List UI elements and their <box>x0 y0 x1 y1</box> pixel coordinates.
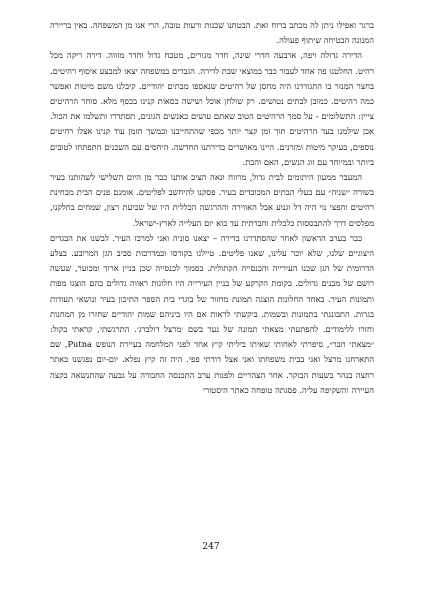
paragraph: הדירה גדולה ויפה, ארבעה חדרי שינה, חדר מגורים, מטבח גדול וחדר מזווה. דירה ריקה מכל רהיט. החלטנו פה אחד לעבור כבר במוצאי שבת לדירה. הגברים במשפחה יצאו למבצע איסוף רהיטים. בחצר המנזר בו התגוררנו היה מחסן של רהיטים שנאספו מבתים יהודיים. קיבלנו משם מיטות ואפשר כמה רהיטים. כמובן לבתים נטושים. רק שולחן אוכל ושישה כסאות קנינו בכסף מלא. סוחר הרהיטים צייין: התשלומים - על סמך הרהיטים הטוב שאתם עושים כאנשים הגונים, תסתדרו ותשלמו את הכול. אכן שילמנו בעד הרהיטים תוך זמן קצר יותר מכפי שהתחייבנו ובמשך הזמן עוד קנינו אצלו רהיטים נוספים, בעיקר מיטות ומזרנים. היינו מאושרים בדירתנו החדשה. היחסים עם השכנים התפתחו לטובים ביותר ובמיוחד עם זוג הנשים, האם והבת. <box>50 50 374 167</box>
page-number: 247 <box>202 542 220 552</box>
paragraph: ברגר ואפילו ניתן לה מכתב ברוח זאת. הבטחנו שכנות ורעות טובה, הרי אנו מן המשפחה. באין בריירה המנונה הבטיחה שיתוף פעולה. <box>50 20 374 46</box>
paragraph: כבר בערב הראשון לאחר שהסתדרנו בדירה – יצאנו סוניה ואני למרכז העיר. לבשנו את הבגדים היצוגיים שלנו, שלא יוכר עלינו, שאנו פליטים. טיילנו בקורסו ובמדרכות סביב הגן המרובע. בצלע הדרומית של הגן שכנו העירייה והכנסייה הקתולית. בסמוך לכנסייה שכן בניין ארוך ומכוער, שעשה רושם של מבנים גדולים. בקומת הקרקע של בניין העירייה היו חלונות ראווה גדולים בהם הוצגו מפות ותמונות העיר. באחד החלונות הוצגה תמונת מחזור של בוגרי בית הספר התיכון בעיר ונושאי תעודות בגרות. התבוננתי בתמונות ובשמות. ביקשתי לראות אם היו ביניהם שמות יהודיים שחזרו מן המחנות וחזרו ללימודים. להפתעתי מצאתי תמונה של נער בשם ׳מרצל דולברג׳. התרגשתי, קראתי בקול: ״מצאתי חבר״, סיפרתי לאחותי שאיתו ביליתי קיץ אחד לפני המלחמה בעיירת הנופש Putna, שם התארחנו מרצל ואני בבית משפחתו ואני אצל דודתי פפי. היה זה קיץ נפלא. יום-יום נפגשנו באתר רחצה בנהר בשעות הבוקר. אחר הצהריים ולפנות ערב התכנסה החבורה על גבעה שהתנשאה בקצה העיירה והשקיפה עליה. פסגתה טופחה כאתר היסטורי <box>50 232 374 395</box>
paragraph: המעבר ממעון היתומים לבית גדול, מרווח ונאה הציב אותנו כבר מן היום השלישי לשהותנו בעיר בשורה ״שניה״ עם בעלי הבתים המכובדים בעיר. פסקנו להיחשב לפליטים. אומנם פנים הבית מבחינת רהיטים והפצי נוי היה דל וגנוע אבל האווירה וההרגשה הכללית היו של שביעת רצון, שמחים בחלקנו, מפלסים דרך להתבססות כלכלית וחברתית עד בוא יום העלייה לארץ-ישראל. <box>50 172 374 228</box>
body-text <box>50 18 374 398</box>
